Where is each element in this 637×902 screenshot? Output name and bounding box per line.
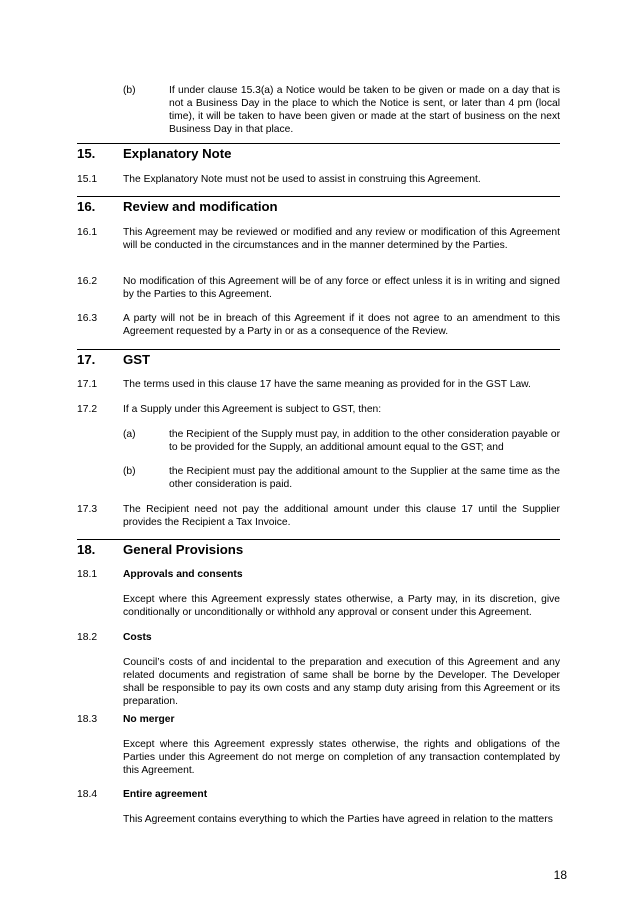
- section-title: Review and modification: [123, 199, 278, 214]
- clause-number: 17.1: [77, 379, 98, 390]
- section-number: 17.: [77, 352, 96, 367]
- clause-text: The Explanatory Note must not be used to assist in construing this Agreement.: [123, 174, 481, 185]
- clause-text: If a Supply under this Agreement is subject to GST, then:: [123, 404, 382, 415]
- clause-heading: Costs: [123, 632, 152, 643]
- sub-clause-label: (b): [123, 85, 136, 96]
- clause-heading: No merger: [123, 714, 175, 725]
- clause-number: 17.2: [77, 404, 98, 415]
- section-number: 18.: [77, 542, 96, 557]
- section-divider: [77, 196, 560, 197]
- clause-number: 18.4: [77, 789, 98, 800]
- section-divider: [77, 539, 560, 540]
- clause-text: No modification of this Agreement will be of any force or effect unless it is in writing and signed by the Parties to this Agreement.: [123, 276, 560, 300]
- clause-number: 15.1: [77, 174, 98, 185]
- sub-clause-label: (b): [123, 466, 136, 477]
- clause-number: 18.1: [77, 569, 98, 580]
- section-title: GST: [123, 352, 151, 367]
- page-number: 18: [553, 868, 567, 882]
- section-divider: [77, 349, 560, 350]
- clause-text: Council’s costs of and incidental to the preparation and execution of this Agreement and any related documents and registration of same shall be borne by the Developer. The Developer shall be responsible to pay its own costs and any stamp duty arising from this Agreement or its preparation.: [123, 657, 560, 707]
- clause-text: This Agreement may be reviewed or modified and any review or modification of this Agreement will be conducted in the circumstances and in the manner determined by the Parties.: [123, 227, 560, 251]
- clause-number: 16.3: [77, 313, 98, 324]
- clause-heading: Entire agreement: [123, 789, 208, 800]
- clause-text: The terms used in this clause 17 have the same meaning as provided for in the GST Law.: [123, 379, 531, 390]
- clause-text: Except where this Agreement expressly states otherwise, a Party may, in its discretion, give conditionally or unconditionally or withhold any approval or consent under this Agreement.: [123, 594, 560, 618]
- section-title: Explanatory Note: [123, 146, 232, 161]
- clause-text: The Recipient need not pay the additional amount under this clause 17 until the Supplier provides the Recipient a Tax Invoice.: [123, 504, 560, 528]
- sub-clause-text: If under clause 15.3(a) a Notice would be taken to be given or made on a day that is not a Business Day in the place to which the Notice is sent, or later than 4 pm (local time), it will be taken to have been given or made at the start of business on the next Business Day in that place.: [169, 85, 560, 135]
- clause-number: 18.3: [77, 714, 98, 725]
- section-divider: [77, 143, 560, 144]
- clause-number: 17.3: [77, 504, 98, 515]
- clause-number: 18.2: [77, 632, 98, 643]
- clause-heading: Approvals and consents: [123, 569, 243, 580]
- sub-clause-label: (a): [123, 429, 136, 440]
- clause-text: This Agreement contains everything to which the Parties have agreed in relation to the matters: [123, 814, 553, 825]
- sub-clause-text: the Recipient of the Supply must pay, in addition to the other consideration payable or to be provided for the Supply, an additional amount equal to the GST; and: [169, 429, 560, 453]
- clause-text: A party will not be in breach of this Agreement if it does not agree to an amendment to this Agreement requested by a Party in or as a consequence of the Review.: [123, 313, 560, 337]
- clause-number: 16.1: [77, 227, 98, 238]
- sub-clause-text: the Recipient must pay the additional amount to the Supplier at the same time as the other consideration is paid.: [169, 466, 560, 490]
- section-number: 15.: [77, 146, 96, 161]
- section-number: 16.: [77, 199, 96, 214]
- section-title: General Provisions: [123, 542, 244, 557]
- clause-text: Except where this Agreement expressly states otherwise, the rights and obligations of the Parties under this Agreement do not merge on completion of any transaction contemplated by this Agreement.: [123, 739, 560, 776]
- clause-number: 16.2: [77, 276, 98, 287]
